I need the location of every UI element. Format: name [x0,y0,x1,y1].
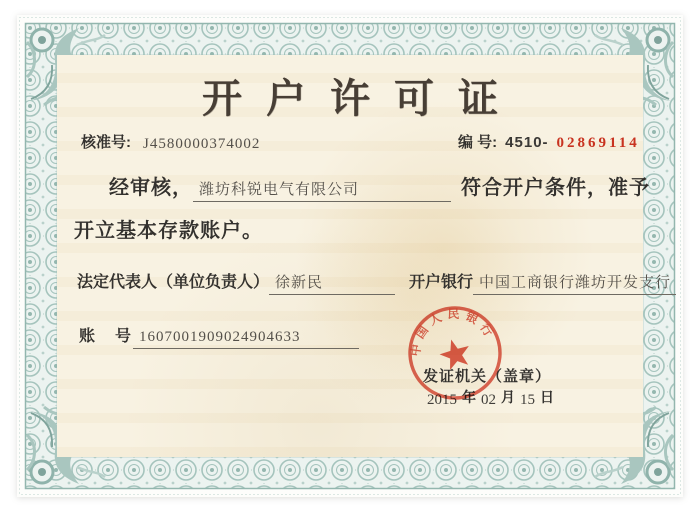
serial-number-row [458,131,640,152]
reviewed-label: 经审核， [109,177,193,199]
approval-number-value: J4580000374002 [143,136,261,152]
bank-label: 开户银行 [409,274,474,291]
serial-number-value: 02869114 [556,135,640,151]
account-number-field: 1607001909024904633 [133,329,359,349]
serial-number-prefix: 4510- [505,134,549,151]
issue-date-month: 02 [481,392,496,408]
issuing-authority-label: 发证机关（盖章） [423,368,552,385]
certificate-title: 开户许可证 [202,75,522,122]
serial-number-label: 编 号: [458,134,498,151]
legal-rep-bank-row [77,269,676,295]
account-number-label: 账 号 [79,328,134,345]
month-unit: 月 [501,389,515,405]
account-number-row [79,323,359,349]
year-unit: 年 [462,389,476,405]
official-red-seal [400,298,510,408]
issue-date-year: 2015 [427,392,457,408]
seal-rim-text: 中国人民银行 [408,306,499,358]
approval-number-row [81,131,260,152]
account-type-row [74,214,263,243]
approval-text: 符合开户条件，准予 [461,177,650,199]
certificate [17,15,683,497]
day-unit: 日 [540,389,554,405]
bank-field: 中国工商银行潍坊开发支行 [473,271,676,295]
approval-number-label: 核准号: [81,134,131,151]
legal-rep-label: 法定代表人（单位负责人） [77,274,270,291]
issue-date-day: 15 [520,392,535,408]
company-name-field: 潍坊科锐电气有限公司 [193,178,451,202]
seal-star-icon [437,335,474,371]
reviewed-row [109,171,650,202]
legal-rep-field: 徐新民 [269,271,395,295]
account-type-text: 开立基本存款账户。 [74,220,263,242]
